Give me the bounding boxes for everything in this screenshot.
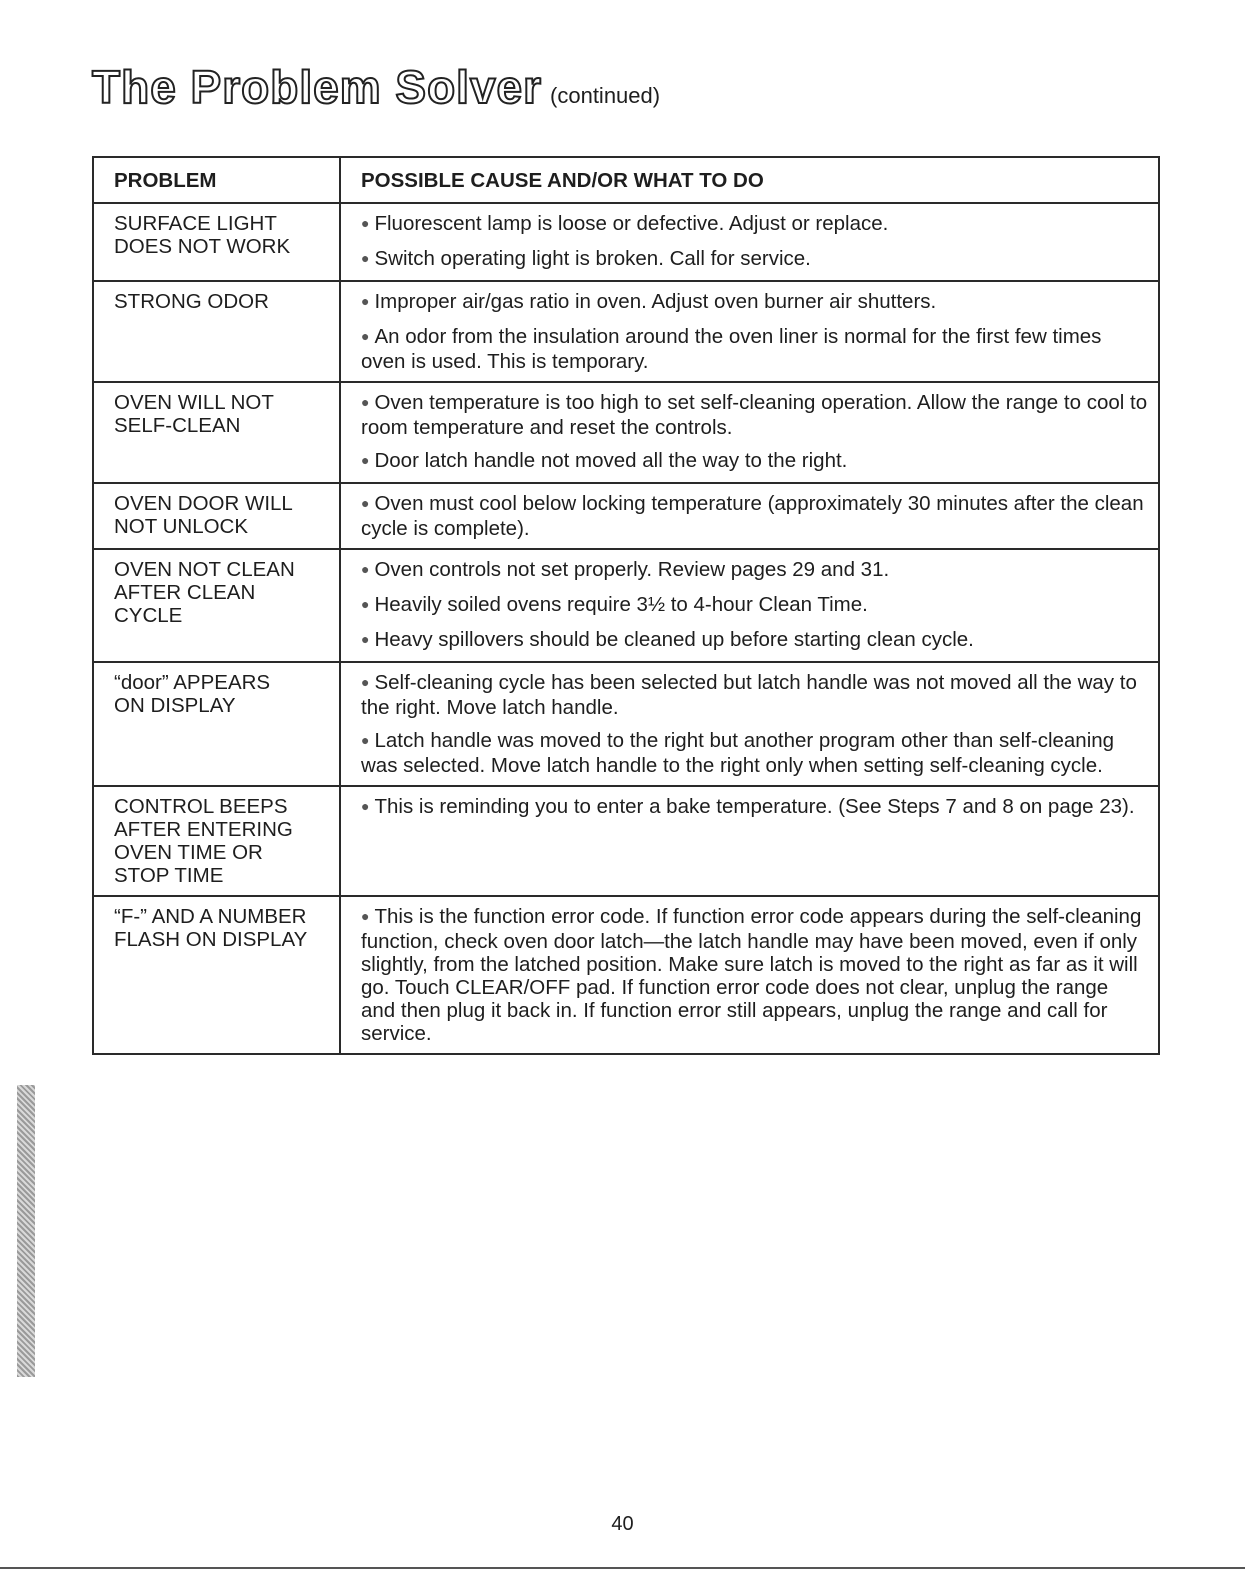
bullet-icon: ● — [361, 798, 370, 814]
table-row — [93, 281, 1159, 382]
bullet-icon: ● — [361, 732, 370, 748]
problem-line: DOES NOT WORK — [114, 235, 291, 258]
page-number: 40 — [611, 1513, 634, 1535]
problem-cell — [93, 786, 340, 896]
problem-cell — [93, 549, 340, 662]
problem-line: AFTER ENTERING — [114, 818, 293, 841]
cause-item — [361, 290, 1148, 315]
cause-cell — [340, 281, 1159, 382]
table-header-row — [93, 157, 1159, 203]
cause-item — [361, 325, 1148, 373]
problem-line: NOT UNLOCK — [114, 515, 249, 538]
cause-text: Improper air/gas ratio in oven. Adjust oven burner air shutters. — [374, 290, 937, 313]
problem-cell — [93, 483, 340, 549]
problem-line: OVEN NOT CLEAN — [114, 558, 295, 581]
title-subtitle: (continued) — [550, 83, 661, 108]
table-row — [93, 549, 1159, 662]
bullet-icon: ● — [361, 495, 370, 511]
cause-cell — [340, 786, 1159, 896]
cause-item — [361, 492, 1148, 540]
cause-item — [361, 247, 1148, 272]
bullet-icon: ● — [361, 561, 370, 577]
cause-item — [361, 212, 1148, 237]
bullet-icon: ● — [361, 908, 370, 924]
problem-line: OVEN DOOR WILL — [114, 492, 293, 515]
cause-text: Door latch handle not moved all the way to the right. — [374, 449, 848, 472]
cause-item — [361, 449, 1148, 474]
cause-text: This is reminding you to enter a bake temperature. (See Steps 7 and 8 on page 23). — [374, 795, 1135, 818]
bullet-icon: ● — [361, 631, 370, 647]
table-row — [93, 896, 1159, 1054]
table-body — [93, 203, 1159, 1054]
problem-cell — [93, 203, 340, 281]
cause-item — [361, 391, 1148, 439]
column-header-cause: POSSIBLE CAUSE AND/OR WHAT TO DO — [340, 157, 1159, 203]
cause-item — [361, 905, 1148, 1045]
table-row — [93, 786, 1159, 896]
cause-cell — [340, 483, 1159, 549]
problem-line: CYCLE — [114, 604, 183, 627]
bottom-rule — [0, 1567, 1245, 1569]
problem-line: “door” APPEARS — [114, 671, 271, 694]
bullet-icon: ● — [361, 596, 370, 612]
bullet-icon: ● — [361, 250, 370, 266]
cause-item — [361, 671, 1148, 719]
problem-solver-table — [92, 156, 1160, 1055]
table-row — [93, 203, 1159, 281]
cause-item — [361, 729, 1148, 777]
cause-item — [361, 795, 1148, 820]
bullet-icon: ● — [361, 674, 370, 690]
cause-text: Oven controls not set properly. Review pages 29 and 31. — [374, 558, 890, 581]
problem-line: OVEN WILL NOT — [114, 391, 274, 414]
page-title — [92, 61, 661, 113]
cause-item — [361, 593, 1148, 618]
problem-cell — [93, 896, 340, 1054]
cause-item — [361, 628, 1148, 653]
cause-item — [361, 558, 1148, 583]
cause-text: This is the function error code. If function error code appears during the self-cleaning function, check oven door latch—the latch handle may have been moved, even if only slightly, from the latched position. Make sure latch is moved to the right as far as it will go. Touch CLEAR/OFF pad. If function error code does not clear, unplug the range and then plug it back in. If function error still appears, unplug the range and call for service. — [361, 905, 1142, 1045]
cause-text: Fluorescent lamp is loose or defective. Adjust or replace. — [374, 212, 889, 235]
problem-line: STRONG ODOR — [114, 290, 269, 313]
problem-line: FLASH ON DISPLAY — [114, 928, 308, 951]
bullet-icon: ● — [361, 215, 370, 231]
table-row — [93, 662, 1159, 786]
problem-cell — [93, 382, 340, 483]
table-row — [93, 483, 1159, 549]
cause-text: Latch handle was moved to the right but another program other than self-cleaning was selected. Move latch handle to the right only when setting self-cleaning cycle. — [361, 729, 1115, 777]
column-header-problem: PROBLEM — [93, 157, 340, 203]
cause-cell — [340, 203, 1159, 281]
title-main: The Problem Solver — [92, 61, 543, 113]
problem-line: ON DISPLAY — [114, 694, 236, 717]
cause-cell — [340, 549, 1159, 662]
cause-cell — [340, 382, 1159, 483]
problem-line: OVEN TIME OR — [114, 841, 263, 864]
problem-line: AFTER CLEAN — [114, 581, 256, 604]
bullet-icon: ● — [361, 293, 370, 309]
problem-cell — [93, 281, 340, 382]
edge-tab-marker — [17, 1085, 35, 1377]
cause-cell — [340, 662, 1159, 786]
problem-line: SELF-CLEAN — [114, 414, 241, 437]
bullet-icon: ● — [361, 328, 370, 344]
cause-text: Oven temperature is too high to set self-cleaning operation. Allow the range to cool to room temperature and reset the controls. — [361, 391, 1148, 439]
problem-cell — [93, 662, 340, 786]
cause-text: Self-cleaning cycle has been selected but latch handle was not moved all the way to the right. Move latch handle. — [361, 671, 1137, 719]
problem-line: SURFACE LIGHT — [114, 212, 277, 235]
table-row — [93, 382, 1159, 483]
problem-line: CONTROL BEEPS — [114, 795, 288, 818]
cause-text: Heavily soiled ovens require 3½ to 4-hour Clean Time. — [374, 593, 868, 616]
bullet-icon: ● — [361, 394, 370, 410]
cause-cell — [340, 896, 1159, 1054]
cause-text: An odor from the insulation around the oven liner is normal for the first few times oven is used. This is temporary. — [361, 325, 1102, 373]
problem-line: “F-” AND A NUMBER — [114, 905, 307, 928]
cause-text: Oven must cool below locking temperature (approximately 30 minutes after the clean cycle is complete). — [361, 492, 1144, 540]
problem-line: STOP TIME — [114, 864, 224, 887]
bullet-icon: ● — [361, 452, 370, 468]
cause-text: Heavy spillovers should be cleaned up before starting clean cycle. — [374, 628, 974, 651]
cause-text: Switch operating light is broken. Call for service. — [374, 247, 811, 270]
